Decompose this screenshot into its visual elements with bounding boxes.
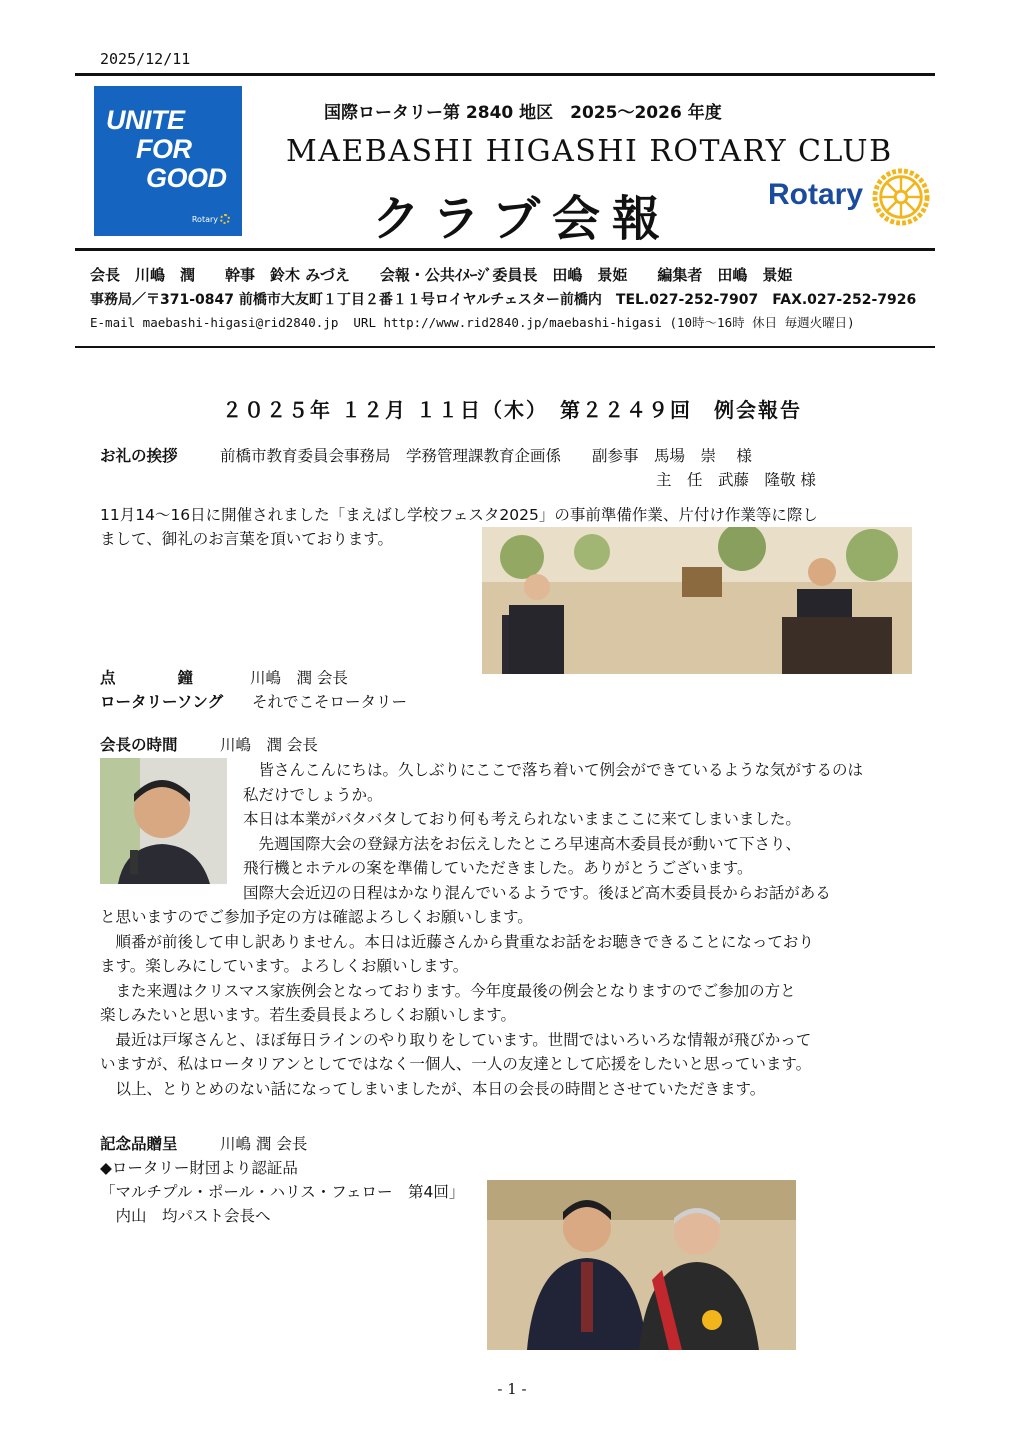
song-label: ロータリーソング <box>100 693 224 711</box>
speech-line: 国際大会近辺の日程はかなり混んでいるようです。後ほど高木委員長からお話がある <box>243 883 831 902</box>
page-number: - 1 - <box>497 1380 527 1398</box>
speech-line: 以上、とりとめのない話になってしまいましたが、本日の会長の時間とさせていただきます。 <box>100 1079 766 1098</box>
thanks-label: お礼の挨拶 <box>100 447 178 465</box>
meeting-heading: ２０２５年 １２月 １１日（木） 第２２４９回 例会報告 <box>222 398 802 422</box>
rotary-wordmark: Rotary <box>768 178 864 211</box>
office-address: 事務局／〒371-0847 前橋市大友町１丁目２番１１号ロイヤルチェスター前橋内 TEL.027-252-7907 FAX.027-252-7926 <box>90 292 917 308</box>
bell-label: 点 鐘 <box>100 669 194 687</box>
bell-value: 川嶋 潤 会長 <box>250 669 348 687</box>
header-rule <box>75 248 935 251</box>
speech-line: ます。楽しみにしています。よろしくお願いします。 <box>100 957 469 975</box>
district-line: 国際ロータリー第 2840 地区 2025～2026 年度 <box>324 103 722 123</box>
president-name: 川嶋 潤 会長 <box>220 736 318 754</box>
thanks-line-1: 前橋市教育委員会事務局 学務管理課教育企画係 副参事 馬場 崇 様 <box>220 447 752 465</box>
speech-line: また来週はクリスマス家族例会となっております。今年度最後の例会となりますのでご参加の方と <box>100 981 796 1000</box>
speech-line: 最近は戸塚さんと、ほぼ毎日ラインのやり取りをしています。世間ではいろいろな情報が飛びかって <box>100 1030 812 1049</box>
speech-line: と思いますのでご参加予定の方は確認よろしくお願いします。 <box>100 908 533 926</box>
song-value: それでこそロータリー <box>252 693 408 711</box>
president-speech-full <box>100 905 814 1101</box>
president-photo <box>100 758 227 884</box>
gift-line-1: ◆ロータリー財団より認証品 <box>100 1159 298 1177</box>
club-name-en: MAEBASHI HIGASHI ROTARY CLUB <box>286 134 893 169</box>
thanks-body-2: まして、御礼のお言葉を頂いております。 <box>100 530 393 548</box>
speech-line: いますが、私はロータリアンとしてではなく一個人、一人の友達として応援をしたいと思っています。 <box>100 1055 812 1073</box>
thanks-body-1: 11月14～16日に開催されました「まえばし学校フェスタ2025」の事前準備作業、片付け作業等に際し <box>100 506 818 524</box>
unite-for-good-logo <box>94 86 242 236</box>
mini-wheel-icon <box>220 214 230 224</box>
issue-date: 2025/12/11 <box>100 50 191 68</box>
officers-line: 会長 川嶋 潤 幹事 鈴木 みづえ 会報・公共ｲﾒｰｼﾞ委員長 田嶋 景姫 編集者 田嶋 景姫 <box>90 266 793 284</box>
speech-line: 順番が前後して申し訳ありません。本日は近藤さんから貴重なお話をお聴きできることになっており <box>100 932 814 951</box>
speech-line: 私だけでしょうか。 <box>243 785 383 804</box>
top-rule <box>75 73 935 76</box>
gift-label: 記念品贈呈 <box>100 1135 178 1153</box>
president-label: 会長の時間 <box>100 736 178 754</box>
newsletter-title: クラブ会報 <box>372 191 673 247</box>
thanks-line-2: 主 任 武藤 隆敬 様 <box>656 471 816 489</box>
rotary-wheel-icon <box>872 168 930 226</box>
gift-photo <box>487 1180 796 1350</box>
logo-small-text: Rotary <box>191 214 218 224</box>
speech-line: 飛行機とホテルの案を準備していただきました。ありがとうございます。 <box>243 859 753 877</box>
contact-info: E-mail maebashi-higasi@rid2840.jp URL http://www.rid2840.jp/maebashi-higasi (10時～16時 休日 毎週火曜日) <box>90 315 855 330</box>
gift-name: 川嶋 潤 会長 <box>220 1135 308 1153</box>
logo-line-3: GOOD <box>146 163 227 193</box>
speech-line: 楽しみたいと思います。若生委員長よろしくお願いします。 <box>100 1006 517 1024</box>
gift-line-3: 内山 均パスト会長へ <box>100 1207 271 1225</box>
gift-line-2: 「マルチプル・ポール・ハリス・フェロー 第4回」 <box>100 1183 465 1201</box>
speech-line: 先週国際大会の登録方法をお伝えしたところ早速高木委員長が動いて下さり、 <box>243 834 802 853</box>
thanks-photo <box>482 527 912 674</box>
president-speech-wrapped <box>243 758 863 905</box>
speech-line: 本日は本業がバタバタしており何も考えられないままここに来てしまいました。 <box>243 810 801 828</box>
info-rule <box>75 346 935 348</box>
logo-line-1: UNITE <box>106 105 185 135</box>
logo-line-2: FOR <box>136 134 192 164</box>
speech-line: 皆さんこんにちは。久しぶりにここで落ち着いて例会ができているような気がするのは <box>243 761 864 779</box>
